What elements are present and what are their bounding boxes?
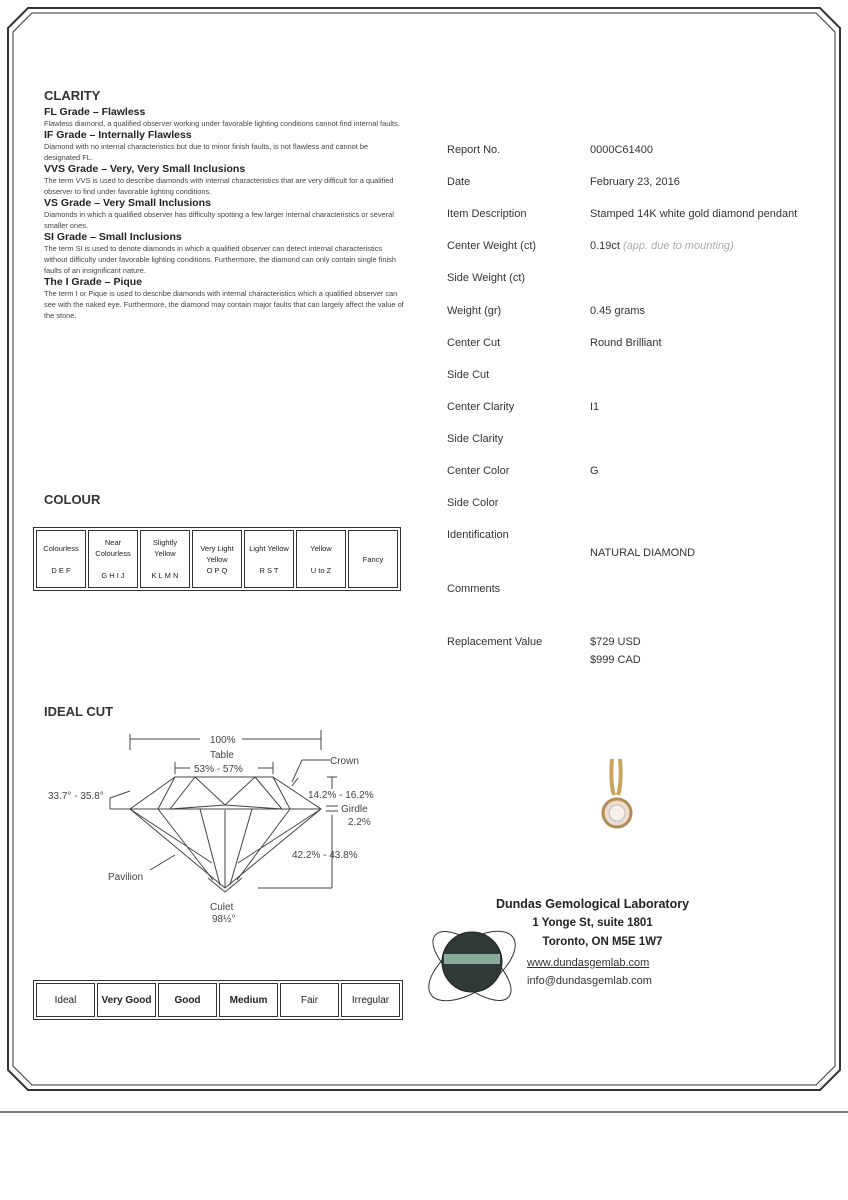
colour-cell: Near Colourless G H I J xyxy=(88,530,138,588)
diamond-proportions-diagram xyxy=(30,720,400,930)
report-value xyxy=(590,208,797,220)
value-text: 0.45 grams xyxy=(590,304,646,317)
grade-title: The I Grade – Pique xyxy=(44,276,143,288)
report-label: Center Weight (ct) xyxy=(447,240,537,253)
grade-title: VS Grade – Very Small Inclusions xyxy=(44,197,211,209)
lab-name: Dundas Gemological Laboratory xyxy=(495,897,690,911)
report-value xyxy=(590,305,645,317)
grade-text: Diamond with no internal characteristics but due to minor finish faults, is not flawless and cannot be designated FL. xyxy=(44,142,369,162)
report-label: Center Clarity xyxy=(447,400,515,413)
value-text: 0000C61400 xyxy=(590,144,654,156)
ideal-cut-heading: IDEAL CUT xyxy=(44,704,114,719)
table-label: Table xyxy=(210,750,234,761)
identification-value: NATURAL DIAMOND xyxy=(590,547,696,559)
crown-height: 14.2% - 16.2% xyxy=(308,790,374,801)
colour-cell: Slightly Yellow K L M N xyxy=(140,530,190,588)
grade-fl xyxy=(44,106,404,129)
report-label: Report No. xyxy=(447,144,501,156)
report-value xyxy=(590,176,680,188)
crown-angle: 33.7° - 35.8° xyxy=(48,791,104,802)
cut-cell: Good xyxy=(158,983,217,1017)
replacement-cad: $999 CAD xyxy=(590,654,641,666)
pavilion-label: Pavilion xyxy=(108,872,144,883)
grade-title: IF Grade – Internally Flawless xyxy=(44,129,192,141)
clarity-grades xyxy=(44,106,404,321)
report-label: Center Color xyxy=(447,465,510,477)
report-value xyxy=(590,144,653,156)
report-value xyxy=(590,240,734,252)
cut-grade-table xyxy=(33,980,403,1020)
replacement-label: Replacement Value xyxy=(447,636,543,648)
value-text: I1 xyxy=(590,400,600,413)
value-note: (app. due to mounting) xyxy=(623,240,734,253)
value-text: Stamped 14K white gold diamond pendant xyxy=(590,208,798,221)
value-text: 0.19ct xyxy=(590,240,620,253)
identification-label: Identification xyxy=(447,529,509,541)
lab-website-link[interactable]: www.dundasgemlab.com xyxy=(527,957,650,969)
grade-text: Diamonds in which a qualified observer has difficulty spotting a few larger internal characteristics or several smaller ones. xyxy=(44,210,394,230)
report-label: Side Color xyxy=(447,497,499,510)
girdle-label: Girdle xyxy=(341,804,368,815)
colour-cell: Very Light Yellow O P Q xyxy=(192,530,242,588)
crown-label: Crown xyxy=(330,756,359,767)
grade-i xyxy=(44,276,404,321)
grade-title: FL Grade – Flawless xyxy=(44,106,146,118)
lab-address-1: 1 Yonge St, suite 1801 xyxy=(532,917,653,929)
grade-title: SI Grade – Small Inclusions xyxy=(44,231,182,243)
lab-address-2: Toronto, ON M5E 1W7 xyxy=(542,936,663,948)
report-label: Side Clarity xyxy=(447,432,504,445)
grade-si xyxy=(44,231,404,276)
report-label: Side Weight (ct) xyxy=(447,272,526,285)
colour-cell: Fancy xyxy=(348,530,398,588)
cut-cell: Medium xyxy=(219,983,278,1017)
culet-value: 98½° xyxy=(212,914,236,925)
report-value xyxy=(590,465,599,477)
colour-cell: Light Yellow R S T xyxy=(244,530,294,588)
clarity-section xyxy=(44,88,404,321)
culet-label: Culet xyxy=(210,902,234,913)
report-label: Side Cut xyxy=(447,368,490,381)
value-text: February 23, 2016 xyxy=(590,176,680,189)
grade-text: The term SI is used to denote diamonds in which a qualified observer can detect internal characteristics without difficulty under favorable lighting conditions. Furthermore, the diamond can only contain single finish faults of an insignificant nature. xyxy=(44,244,396,275)
grade-vs xyxy=(44,197,404,231)
comments-label: Comments xyxy=(447,583,501,595)
cut-cell: Ideal xyxy=(36,983,95,1017)
grade-text: Flawless diamond, a qualified observer working under favorable lighting conditions cannot find internal faults. xyxy=(44,119,400,128)
cut-cell: Irregular xyxy=(341,983,400,1017)
report-label: Weight (gr) xyxy=(447,304,502,317)
pavilion-depth: 42.2% - 43.8% xyxy=(292,850,358,861)
value-text: G xyxy=(590,465,599,477)
colour-heading: COLOUR xyxy=(44,492,101,507)
report-value xyxy=(590,401,599,413)
grade-text: The term I or Pique is used to describe diamonds with internal characteristics which a qualified observer can see with the naked eye. Furthermore, the diamond may contain major faults that can largely affect the value of the stone. xyxy=(44,289,404,320)
grade-if xyxy=(44,129,404,163)
cut-cell: Fair xyxy=(280,983,339,1017)
report-label: Center Cut xyxy=(447,336,501,349)
table-value: 53% - 57% xyxy=(194,764,243,775)
report-label: Item Description xyxy=(447,208,527,221)
lab-email: info@dundasgemlab.com xyxy=(527,975,652,987)
report-label: Date xyxy=(447,176,471,189)
replacement-usd: $729 USD xyxy=(590,636,641,648)
grade-vvs xyxy=(44,163,404,197)
report-value xyxy=(590,337,662,349)
clarity-heading: CLARITY xyxy=(44,88,101,103)
pendant-photo xyxy=(598,755,638,840)
grade-title: VVS Grade – Very, Very Small Inclusions xyxy=(44,163,246,175)
colour-cell: Yellow U to Z xyxy=(296,530,346,588)
colour-scale-table xyxy=(33,527,401,591)
grade-text: The term VVS is used to describe diamonds with internal characteristics that are very difficult for a qualified observer to find under favorable lighting conditions. xyxy=(44,176,394,196)
cut-cell: Very Good xyxy=(97,983,156,1017)
colour-cell: Colourless D E F xyxy=(36,530,86,588)
value-text: Round Brilliant xyxy=(590,336,662,349)
width-label: 100% xyxy=(210,735,236,746)
girdle-value: 2.2% xyxy=(348,817,371,828)
